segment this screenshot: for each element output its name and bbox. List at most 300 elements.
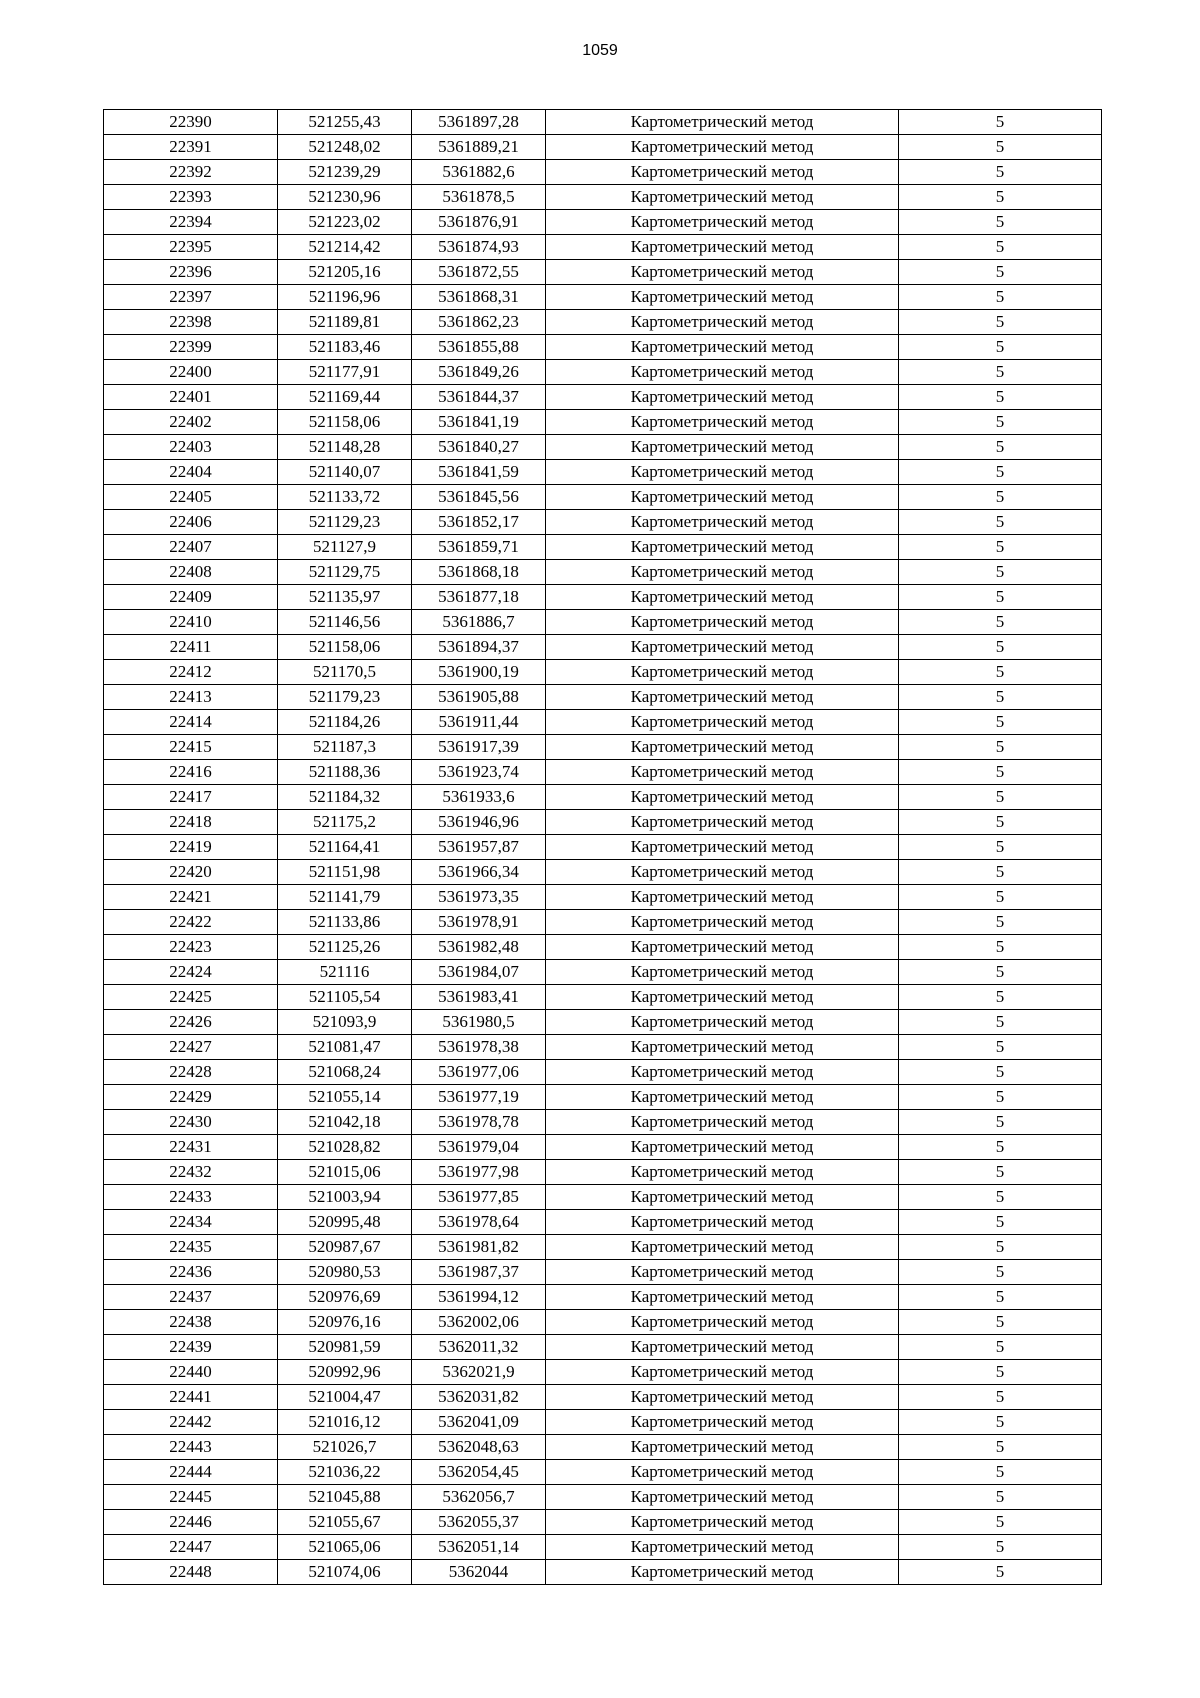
point-number-cell: 22394	[104, 210, 278, 235]
x-coordinate-cell: 520976,16	[278, 1310, 412, 1335]
table-row	[104, 1460, 1102, 1485]
method-cell: Картометрический метод	[546, 385, 899, 410]
table-row	[104, 585, 1102, 610]
table-row	[104, 135, 1102, 160]
y-coordinate-cell: 5361977,19	[412, 1085, 546, 1110]
accuracy-cell: 5	[899, 1210, 1102, 1235]
method-cell: Картометрический метод	[546, 260, 899, 285]
method-cell: Картометрический метод	[546, 110, 899, 135]
table-row	[104, 1310, 1102, 1335]
accuracy-cell: 5	[899, 1035, 1102, 1060]
point-number-cell: 22395	[104, 235, 278, 260]
point-number-cell: 22411	[104, 635, 278, 660]
x-coordinate-cell: 521184,32	[278, 785, 412, 810]
point-number-cell: 22407	[104, 535, 278, 560]
table-row	[104, 310, 1102, 335]
y-coordinate-cell: 5361845,56	[412, 485, 546, 510]
y-coordinate-cell: 5361933,6	[412, 785, 546, 810]
y-coordinate-cell: 5361876,91	[412, 210, 546, 235]
point-number-cell: 22435	[104, 1235, 278, 1260]
point-number-cell: 22391	[104, 135, 278, 160]
table-row	[104, 1360, 1102, 1385]
accuracy-cell: 5	[899, 1260, 1102, 1285]
point-number-cell: 22425	[104, 985, 278, 1010]
x-coordinate-cell: 521140,07	[278, 460, 412, 485]
table-row	[104, 1560, 1102, 1585]
y-coordinate-cell: 5361878,5	[412, 185, 546, 210]
point-number-cell: 22403	[104, 435, 278, 460]
accuracy-cell: 5	[899, 1060, 1102, 1085]
accuracy-cell: 5	[899, 685, 1102, 710]
x-coordinate-cell: 521068,24	[278, 1060, 412, 1085]
table-row	[104, 510, 1102, 535]
method-cell: Картометрический метод	[546, 510, 899, 535]
method-cell: Картометрический метод	[546, 1410, 899, 1435]
method-cell: Картометрический метод	[546, 860, 899, 885]
accuracy-cell: 5	[899, 1110, 1102, 1135]
table-row	[104, 160, 1102, 185]
table-row	[104, 235, 1102, 260]
y-coordinate-cell: 5361983,41	[412, 985, 546, 1010]
accuracy-cell: 5	[899, 1510, 1102, 1535]
table-row	[104, 1060, 1102, 1085]
y-coordinate-cell: 5361978,38	[412, 1035, 546, 1060]
point-number-cell: 22433	[104, 1185, 278, 1210]
accuracy-cell: 5	[899, 1535, 1102, 1560]
x-coordinate-cell: 520987,67	[278, 1235, 412, 1260]
point-number-cell: 22406	[104, 510, 278, 535]
point-number-cell: 22396	[104, 260, 278, 285]
table-row	[104, 860, 1102, 885]
point-number-cell: 22414	[104, 710, 278, 735]
x-coordinate-cell: 521183,46	[278, 335, 412, 360]
method-cell: Картометрический метод	[546, 435, 899, 460]
method-cell: Картометрический метод	[546, 310, 899, 335]
method-cell: Картометрический метод	[546, 885, 899, 910]
point-number-cell: 22390	[104, 110, 278, 135]
table-row	[104, 335, 1102, 360]
method-cell: Картометрический метод	[546, 710, 899, 735]
accuracy-cell: 5	[899, 1385, 1102, 1410]
table-row	[104, 460, 1102, 485]
method-cell: Картометрический метод	[546, 1335, 899, 1360]
table-row	[104, 1285, 1102, 1310]
y-coordinate-cell: 5361980,5	[412, 1010, 546, 1035]
y-coordinate-cell: 5361894,37	[412, 635, 546, 660]
point-number-cell: 22427	[104, 1035, 278, 1060]
table-row	[104, 110, 1102, 135]
y-coordinate-cell: 5361886,7	[412, 610, 546, 635]
table-row	[104, 1085, 1102, 1110]
x-coordinate-cell: 521004,47	[278, 1385, 412, 1410]
accuracy-cell: 5	[899, 585, 1102, 610]
x-coordinate-cell: 521188,36	[278, 760, 412, 785]
method-cell: Картометрический метод	[546, 1460, 899, 1485]
x-coordinate-cell: 520995,48	[278, 1210, 412, 1235]
y-coordinate-cell: 5362048,63	[412, 1435, 546, 1460]
table-row	[104, 1335, 1102, 1360]
method-cell: Картометрический метод	[546, 1210, 899, 1235]
table-row	[104, 660, 1102, 685]
method-cell: Картометрический метод	[546, 785, 899, 810]
point-number-cell: 22401	[104, 385, 278, 410]
point-number-cell: 22421	[104, 885, 278, 910]
accuracy-cell: 5	[899, 160, 1102, 185]
table-row	[104, 1510, 1102, 1535]
x-coordinate-cell: 521127,9	[278, 535, 412, 560]
y-coordinate-cell: 5361877,18	[412, 585, 546, 610]
y-coordinate-cell: 5361978,91	[412, 910, 546, 935]
method-cell: Картометрический метод	[546, 910, 899, 935]
x-coordinate-cell: 521148,28	[278, 435, 412, 460]
y-coordinate-cell: 5361977,06	[412, 1060, 546, 1085]
method-cell: Картометрический метод	[546, 660, 899, 685]
x-coordinate-cell: 521129,23	[278, 510, 412, 535]
point-number-cell: 22430	[104, 1110, 278, 1135]
y-coordinate-cell: 5362031,82	[412, 1385, 546, 1410]
x-coordinate-cell: 520980,53	[278, 1260, 412, 1285]
point-number-cell: 22416	[104, 760, 278, 785]
x-coordinate-cell: 520976,69	[278, 1285, 412, 1310]
accuracy-cell: 5	[899, 560, 1102, 585]
y-coordinate-cell: 5361982,48	[412, 935, 546, 960]
method-cell: Картометрический метод	[546, 135, 899, 160]
accuracy-cell: 5	[899, 1010, 1102, 1035]
x-coordinate-cell: 521151,98	[278, 860, 412, 885]
method-cell: Картометрический метод	[546, 1260, 899, 1285]
point-number-cell: 22432	[104, 1160, 278, 1185]
y-coordinate-cell: 5361859,71	[412, 535, 546, 560]
accuracy-cell: 5	[899, 285, 1102, 310]
method-cell: Картометрический метод	[546, 1385, 899, 1410]
method-cell: Картометрический метод	[546, 1035, 899, 1060]
point-number-cell: 22436	[104, 1260, 278, 1285]
point-number-cell: 22399	[104, 335, 278, 360]
point-number-cell: 22441	[104, 1385, 278, 1410]
y-coordinate-cell: 5361994,12	[412, 1285, 546, 1310]
point-number-cell: 22420	[104, 860, 278, 885]
table-row	[104, 935, 1102, 960]
method-cell: Картометрический метод	[546, 585, 899, 610]
accuracy-cell: 5	[899, 835, 1102, 860]
accuracy-cell: 5	[899, 235, 1102, 260]
x-coordinate-cell: 521184,26	[278, 710, 412, 735]
method-cell: Картометрический метод	[546, 835, 899, 860]
x-coordinate-cell: 521179,23	[278, 685, 412, 710]
point-number-cell: 22448	[104, 1560, 278, 1585]
y-coordinate-cell: 5361966,34	[412, 860, 546, 885]
point-number-cell: 22405	[104, 485, 278, 510]
point-number-cell: 22446	[104, 1510, 278, 1535]
accuracy-cell: 5	[899, 1410, 1102, 1435]
y-coordinate-cell: 5361841,59	[412, 460, 546, 485]
y-coordinate-cell: 5361852,17	[412, 510, 546, 535]
point-number-cell: 22415	[104, 735, 278, 760]
x-coordinate-cell: 521205,16	[278, 260, 412, 285]
x-coordinate-cell: 521158,06	[278, 635, 412, 660]
table-row	[104, 1235, 1102, 1260]
table-row	[104, 810, 1102, 835]
y-coordinate-cell: 5361897,28	[412, 110, 546, 135]
point-number-cell: 22400	[104, 360, 278, 385]
table-row	[104, 760, 1102, 785]
x-coordinate-cell: 521189,81	[278, 310, 412, 335]
method-cell: Картометрический метод	[546, 1010, 899, 1035]
accuracy-cell: 5	[899, 610, 1102, 635]
y-coordinate-cell: 5362051,14	[412, 1535, 546, 1560]
accuracy-cell: 5	[899, 1135, 1102, 1160]
accuracy-cell: 5	[899, 710, 1102, 735]
x-coordinate-cell: 521015,06	[278, 1160, 412, 1185]
method-cell: Картометрический метод	[546, 1160, 899, 1185]
point-number-cell: 22422	[104, 910, 278, 935]
table-row	[104, 435, 1102, 460]
y-coordinate-cell: 5361840,27	[412, 435, 546, 460]
x-coordinate-cell: 521055,14	[278, 1085, 412, 1110]
accuracy-cell: 5	[899, 1285, 1102, 1310]
point-number-cell: 22419	[104, 835, 278, 860]
table-row	[104, 285, 1102, 310]
table-row	[104, 1535, 1102, 1560]
x-coordinate-cell: 521133,86	[278, 910, 412, 935]
accuracy-cell: 5	[899, 960, 1102, 985]
y-coordinate-cell: 5361905,88	[412, 685, 546, 710]
accuracy-cell: 5	[899, 360, 1102, 385]
point-number-cell: 22442	[104, 1410, 278, 1435]
method-cell: Картометрический метод	[546, 1510, 899, 1535]
accuracy-cell: 5	[899, 1160, 1102, 1185]
table-row	[104, 1485, 1102, 1510]
method-cell: Картометрический метод	[546, 1110, 899, 1135]
y-coordinate-cell: 5362002,06	[412, 1310, 546, 1335]
method-cell: Картометрический метод	[546, 1535, 899, 1560]
method-cell: Картометрический метод	[546, 560, 899, 585]
accuracy-cell: 5	[899, 1235, 1102, 1260]
method-cell: Картометрический метод	[546, 935, 899, 960]
accuracy-cell: 5	[899, 1560, 1102, 1585]
table-row	[104, 885, 1102, 910]
method-cell: Картометрический метод	[546, 1135, 899, 1160]
point-number-cell: 22409	[104, 585, 278, 610]
y-coordinate-cell: 5361979,04	[412, 1135, 546, 1160]
point-number-cell: 22404	[104, 460, 278, 485]
y-coordinate-cell: 5361978,78	[412, 1110, 546, 1135]
y-coordinate-cell: 5361868,18	[412, 560, 546, 585]
x-coordinate-cell: 521223,02	[278, 210, 412, 235]
table-row	[104, 910, 1102, 935]
x-coordinate-cell: 521141,79	[278, 885, 412, 910]
method-cell: Картометрический метод	[546, 1085, 899, 1110]
table-row	[104, 485, 1102, 510]
y-coordinate-cell: 5361855,88	[412, 335, 546, 360]
table-row	[104, 210, 1102, 235]
point-number-cell: 22410	[104, 610, 278, 635]
method-cell: Картометрический метод	[546, 285, 899, 310]
method-cell: Картометрический метод	[546, 1235, 899, 1260]
table-row	[104, 1110, 1102, 1135]
x-coordinate-cell: 521028,82	[278, 1135, 412, 1160]
accuracy-cell: 5	[899, 885, 1102, 910]
method-cell: Картометрический метод	[546, 210, 899, 235]
method-cell: Картометрический метод	[546, 1285, 899, 1310]
accuracy-cell: 5	[899, 335, 1102, 360]
accuracy-cell: 5	[899, 1360, 1102, 1385]
method-cell: Картометрический метод	[546, 335, 899, 360]
point-number-cell: 22443	[104, 1435, 278, 1460]
method-cell: Картометрический метод	[546, 1360, 899, 1385]
method-cell: Картометрический метод	[546, 535, 899, 560]
method-cell: Картометрический метод	[546, 185, 899, 210]
y-coordinate-cell: 5361862,23	[412, 310, 546, 335]
method-cell: Картометрический метод	[546, 810, 899, 835]
y-coordinate-cell: 5361984,07	[412, 960, 546, 985]
x-coordinate-cell: 521146,56	[278, 610, 412, 635]
y-coordinate-cell: 5361844,37	[412, 385, 546, 410]
method-cell: Картометрический метод	[546, 410, 899, 435]
accuracy-cell: 5	[899, 985, 1102, 1010]
table-row	[104, 260, 1102, 285]
y-coordinate-cell: 5361872,55	[412, 260, 546, 285]
x-coordinate-cell: 521169,44	[278, 385, 412, 410]
x-coordinate-cell: 521170,5	[278, 660, 412, 685]
accuracy-cell: 5	[899, 210, 1102, 235]
accuracy-cell: 5	[899, 760, 1102, 785]
y-coordinate-cell: 5361973,35	[412, 885, 546, 910]
x-coordinate-cell: 521175,2	[278, 810, 412, 835]
x-coordinate-cell: 521036,22	[278, 1460, 412, 1485]
accuracy-cell: 5	[899, 785, 1102, 810]
table-row	[104, 1185, 1102, 1210]
x-coordinate-cell: 521214,42	[278, 235, 412, 260]
x-coordinate-cell: 521093,9	[278, 1010, 412, 1035]
y-coordinate-cell: 5361889,21	[412, 135, 546, 160]
point-number-cell: 22428	[104, 1060, 278, 1085]
y-coordinate-cell: 5361882,6	[412, 160, 546, 185]
accuracy-cell: 5	[899, 185, 1102, 210]
y-coordinate-cell: 5361900,19	[412, 660, 546, 685]
x-coordinate-cell: 521135,97	[278, 585, 412, 610]
table-row	[104, 1160, 1102, 1185]
accuracy-cell: 5	[899, 1185, 1102, 1210]
method-cell: Картометрический метод	[546, 1185, 899, 1210]
point-number-cell: 22440	[104, 1360, 278, 1385]
point-number-cell: 22393	[104, 185, 278, 210]
point-number-cell: 22434	[104, 1210, 278, 1235]
x-coordinate-cell: 521133,72	[278, 485, 412, 510]
point-number-cell: 22402	[104, 410, 278, 435]
table-row	[104, 1410, 1102, 1435]
point-number-cell: 22392	[104, 160, 278, 185]
x-coordinate-cell: 521125,26	[278, 935, 412, 960]
method-cell: Картометрический метод	[546, 685, 899, 710]
accuracy-cell: 5	[899, 910, 1102, 935]
x-coordinate-cell: 521239,29	[278, 160, 412, 185]
table-row	[104, 710, 1102, 735]
accuracy-cell: 5	[899, 485, 1102, 510]
accuracy-cell: 5	[899, 1435, 1102, 1460]
x-coordinate-cell: 521248,02	[278, 135, 412, 160]
x-coordinate-cell: 521158,06	[278, 410, 412, 435]
x-coordinate-cell: 521129,75	[278, 560, 412, 585]
method-cell: Картометрический метод	[546, 235, 899, 260]
method-cell: Картометрический метод	[546, 460, 899, 485]
table-row	[104, 835, 1102, 860]
y-coordinate-cell: 5361981,82	[412, 1235, 546, 1260]
x-coordinate-cell: 521230,96	[278, 185, 412, 210]
table-row	[104, 385, 1102, 410]
y-coordinate-cell: 5361977,98	[412, 1160, 546, 1185]
table-row	[104, 1210, 1102, 1235]
y-coordinate-cell: 5362041,09	[412, 1410, 546, 1435]
table-row	[104, 185, 1102, 210]
method-cell: Картометрический метод	[546, 485, 899, 510]
table-row	[104, 685, 1102, 710]
table-row	[104, 1385, 1102, 1410]
accuracy-cell: 5	[899, 435, 1102, 460]
table-row	[104, 960, 1102, 985]
table-row	[104, 1435, 1102, 1460]
method-cell: Картометрический метод	[546, 1435, 899, 1460]
accuracy-cell: 5	[899, 460, 1102, 485]
method-cell: Картометрический метод	[546, 1060, 899, 1085]
y-coordinate-cell: 5362011,32	[412, 1335, 546, 1360]
table-row	[104, 635, 1102, 660]
y-coordinate-cell: 5361978,64	[412, 1210, 546, 1235]
method-cell: Картометрический метод	[546, 985, 899, 1010]
accuracy-cell: 5	[899, 535, 1102, 560]
table-row	[104, 535, 1102, 560]
accuracy-cell: 5	[899, 260, 1102, 285]
table-row	[104, 360, 1102, 385]
x-coordinate-cell: 521105,54	[278, 985, 412, 1010]
y-coordinate-cell: 5362044	[412, 1560, 546, 1585]
table-row	[104, 985, 1102, 1010]
x-coordinate-cell: 521074,06	[278, 1560, 412, 1585]
y-coordinate-cell: 5361977,85	[412, 1185, 546, 1210]
x-coordinate-cell: 521042,18	[278, 1110, 412, 1135]
y-coordinate-cell: 5361868,31	[412, 285, 546, 310]
point-number-cell: 22431	[104, 1135, 278, 1160]
accuracy-cell: 5	[899, 810, 1102, 835]
x-coordinate-cell: 521116	[278, 960, 412, 985]
y-coordinate-cell: 5361957,87	[412, 835, 546, 860]
x-coordinate-cell: 521255,43	[278, 110, 412, 135]
point-number-cell: 22447	[104, 1535, 278, 1560]
point-number-cell: 22444	[104, 1460, 278, 1485]
y-coordinate-cell: 5362056,7	[412, 1485, 546, 1510]
method-cell: Картометрический метод	[546, 610, 899, 635]
table-row	[104, 1135, 1102, 1160]
method-cell: Картометрический метод	[546, 160, 899, 185]
method-cell: Картометрический метод	[546, 1560, 899, 1585]
accuracy-cell: 5	[899, 1335, 1102, 1360]
x-coordinate-cell: 521177,91	[278, 360, 412, 385]
accuracy-cell: 5	[899, 1085, 1102, 1110]
accuracy-cell: 5	[899, 660, 1102, 685]
y-coordinate-cell: 5361946,96	[412, 810, 546, 835]
accuracy-cell: 5	[899, 110, 1102, 135]
accuracy-cell: 5	[899, 935, 1102, 960]
accuracy-cell: 5	[899, 510, 1102, 535]
x-coordinate-cell: 521026,7	[278, 1435, 412, 1460]
coordinates-table	[103, 109, 1102, 1585]
point-number-cell: 22429	[104, 1085, 278, 1110]
point-number-cell: 22445	[104, 1485, 278, 1510]
accuracy-cell: 5	[899, 135, 1102, 160]
table-row	[104, 1260, 1102, 1285]
page-number: 1059	[582, 42, 618, 59]
point-number-cell: 22423	[104, 935, 278, 960]
